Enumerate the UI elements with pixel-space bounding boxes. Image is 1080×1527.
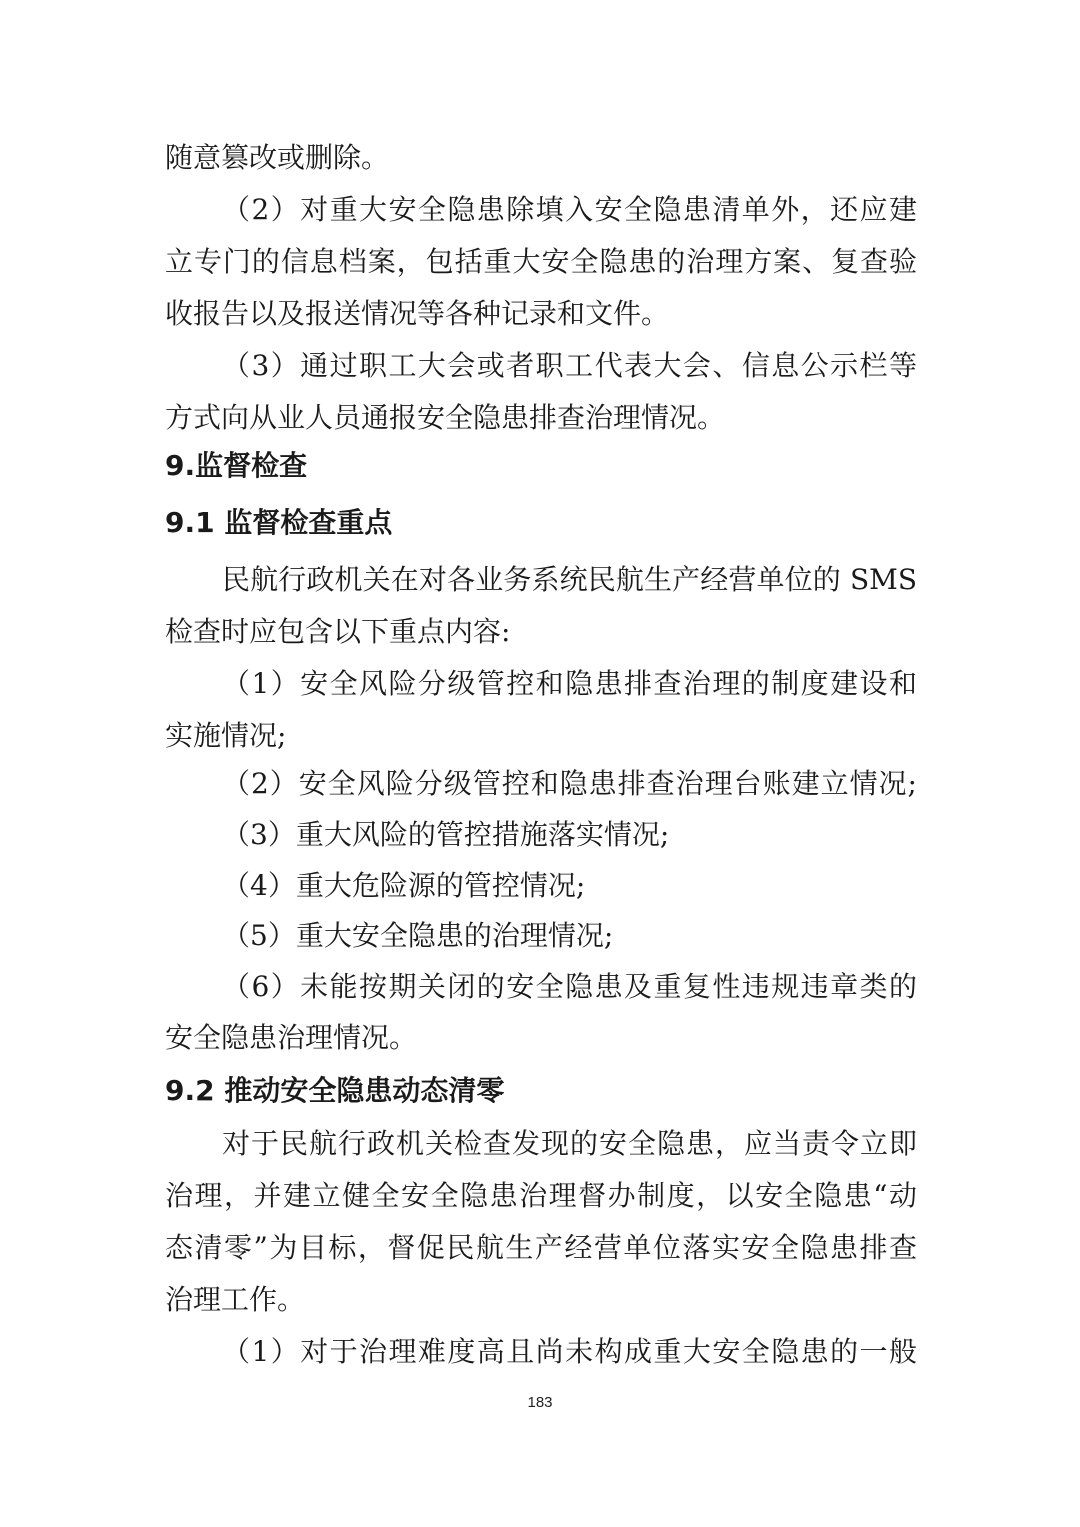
- text-line: 实施情况;: [165, 719, 287, 752]
- text-line: 检查时应包含以下重点内容:: [165, 615, 511, 648]
- text-line: （4）重大危险源的管控情况;: [222, 869, 586, 902]
- text-line: （5）重大安全隐患的治理情况;: [222, 919, 614, 952]
- text-line: 态清零”为目标，督促民航生产经营单位落实安全隐患排查: [165, 1231, 917, 1264]
- text-line: （1）对于治理难度高且尚未构成重大安全隐患的一般: [222, 1335, 917, 1368]
- subsection-heading: 9.2 推动安全隐患动态清零: [165, 1074, 505, 1107]
- text-line: 民航行政机关在对各业务系统民航生产经营单位的 SMS: [222, 563, 917, 596]
- subsection-heading: 9.1 监督检查重点: [165, 506, 393, 539]
- page-number: 183: [527, 1394, 553, 1411]
- text-line: （3）重大风险的管控措施落实情况;: [222, 818, 670, 851]
- text-line: 立专门的信息档案，包括重大安全隐患的治理方案、复查验: [165, 245, 917, 278]
- text-line: （2）对重大安全隐患除填入安全隐患清单外，还应建: [222, 193, 917, 226]
- section-heading: 9.监督检查: [165, 449, 308, 482]
- text-line: 治理工作。: [165, 1283, 306, 1316]
- text-line: （2）安全风险分级管控和隐患排查治理台账建立情况;: [222, 767, 917, 800]
- text-line: （3）通过职工大会或者职工代表大会、信息公示栏等: [222, 349, 917, 382]
- text-line: （6）未能按期关闭的安全隐患及重复性违规违章类的: [222, 970, 917, 1003]
- text-line: 安全隐患治理情况。: [165, 1021, 418, 1054]
- text-line: 方式向从业人员通报安全隐患排查治理情况。: [165, 401, 726, 434]
- text-line: 对于民航行政机关检查发现的安全隐患，应当责令立即: [222, 1127, 917, 1160]
- text-line: 随意篡改或删除。: [165, 141, 390, 174]
- text-line: 收报告以及报送情况等各种记录和文件。: [165, 297, 670, 330]
- text-line: （1）安全风险分级管控和隐患排查治理的制度建设和: [222, 667, 917, 700]
- text-line: 治理，并建立健全安全隐患治理督办制度，以安全隐患“动: [165, 1179, 917, 1212]
